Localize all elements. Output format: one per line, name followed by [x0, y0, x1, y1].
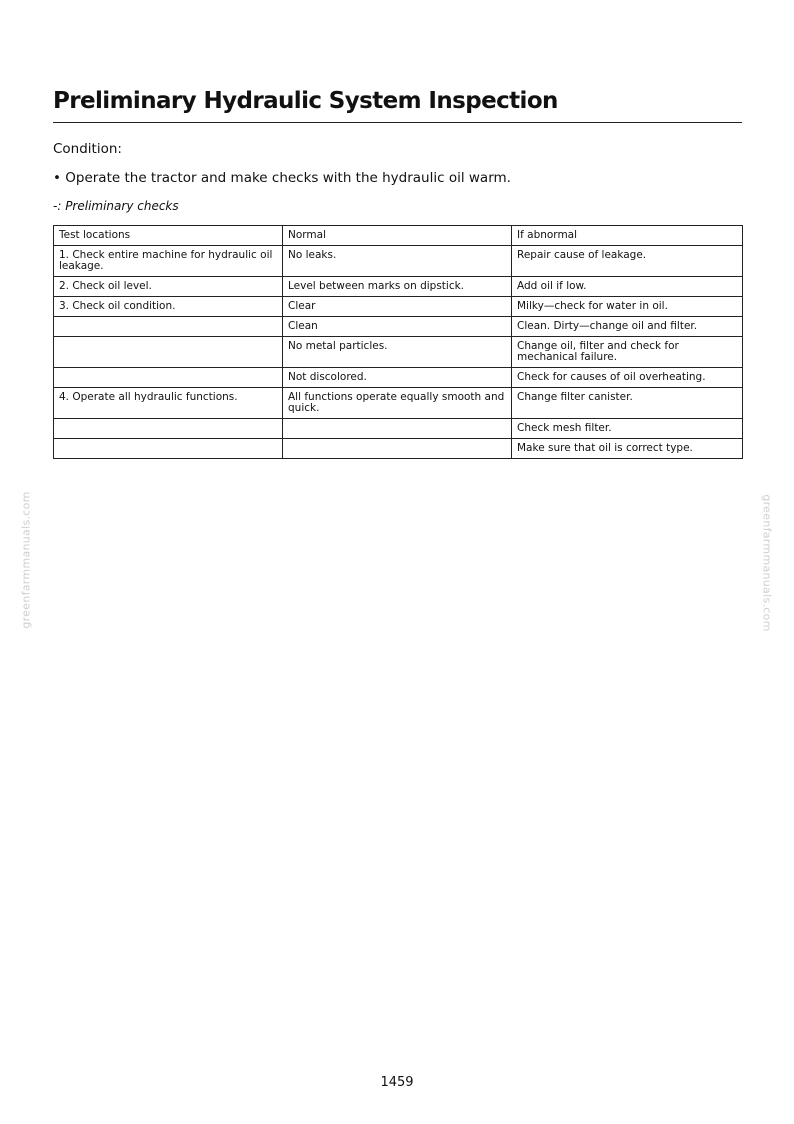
table-cell: Clean: [283, 317, 512, 337]
header-normal: Normal: [283, 226, 512, 246]
watermark-left: greenfarmmanuals.com: [19, 491, 33, 629]
condition-bullet: • Operate the tractor and make checks with the hydraulic oil warm.: [53, 170, 511, 186]
table-cell: [283, 419, 512, 439]
header-if-abnormal: If abnormal: [512, 226, 743, 246]
table-cell: Milky—check for water in oil.: [512, 297, 743, 317]
table-cell: Level between marks on dipstick.: [283, 277, 512, 297]
title-divider: [53, 122, 742, 123]
table-row: [54, 368, 743, 388]
table-cell: No leaks.: [283, 246, 512, 277]
table-row: [54, 277, 743, 297]
table-cell: Clean. Dirty—change oil and filter.: [512, 317, 743, 337]
table-cell: All functions operate equally smooth and quick.: [283, 388, 512, 419]
table-cell: [283, 439, 512, 459]
preliminary-checks-table: [53, 225, 743, 459]
table-cell: [54, 337, 283, 368]
table-cell: No metal particles.: [283, 337, 512, 368]
table-cell: [54, 368, 283, 388]
table-cell: 4. Operate all hydraulic functions.: [54, 388, 283, 419]
table-cell: 1. Check entire machine for hydraulic oil leakage.: [54, 246, 283, 277]
table-caption: -: Preliminary checks: [53, 199, 179, 213]
table-cell: [54, 419, 283, 439]
table-header-row: [54, 226, 743, 246]
table-row: [54, 337, 743, 368]
header-test-locations: Test locations: [54, 226, 283, 246]
table-cell: [54, 439, 283, 459]
table-cell: Not discolored.: [283, 368, 512, 388]
table-cell: [54, 317, 283, 337]
table-cell: Change filter canister.: [512, 388, 743, 419]
table-cell: Check mesh filter.: [512, 419, 743, 439]
page-number: 1459: [380, 1075, 414, 1090]
table-row: [54, 388, 743, 419]
table-cell: Repair cause of leakage.: [512, 246, 743, 277]
table-cell: 3. Check oil condition.: [54, 297, 283, 317]
table-row: [54, 246, 743, 277]
table-row: [54, 297, 743, 317]
table-row: [54, 419, 743, 439]
table-cell: Check for causes of oil overheating.: [512, 368, 743, 388]
page-title: Preliminary Hydraulic System Inspection: [53, 88, 558, 114]
table-cell: Clear: [283, 297, 512, 317]
table-row: [54, 317, 743, 337]
table-cell: Change oil, filter and check for mechanical failure.: [512, 337, 743, 368]
table-cell: Add oil if low.: [512, 277, 743, 297]
table-cell: Make sure that oil is correct type.: [512, 439, 743, 459]
table-row: [54, 439, 743, 459]
watermark-right: greenfarmmanuals.com: [760, 494, 774, 632]
table-cell: 2. Check oil level.: [54, 277, 283, 297]
condition-label: Condition:: [53, 141, 122, 157]
